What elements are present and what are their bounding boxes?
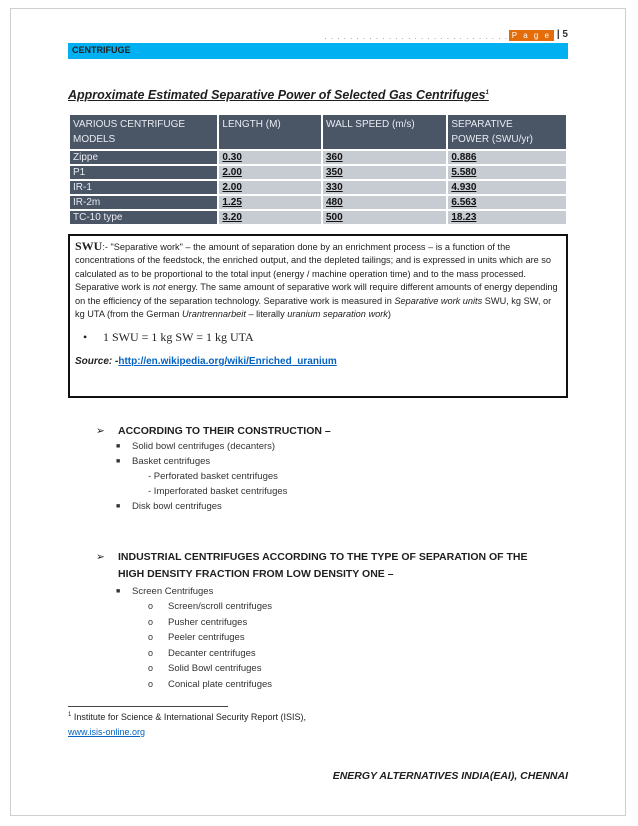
table-row — [69, 150, 567, 165]
power-cell: 6.563 — [447, 195, 567, 210]
chapter-title: CENTRIFUGE — [72, 45, 131, 55]
section-separation-heading-cont: HIGH DENSITY FRACTION FROM LOW DENSITY ONE – — [118, 568, 394, 580]
circle-bullet-icon: o — [148, 648, 154, 658]
table-row — [69, 210, 567, 225]
speed-cell: 330 — [322, 180, 447, 195]
arrow-bullet-icon: ➢ — [96, 551, 105, 563]
list-subitem: o Conical plate centrifuges — [148, 679, 273, 690]
table-row — [69, 195, 567, 210]
header-length: LENGTH (M) — [218, 114, 322, 150]
list-item: ■ Screen Centrifuges — [116, 586, 214, 597]
header-models: VARIOUS CENTRIFUGE MODELS — [69, 114, 218, 150]
page-label: P a g e — [509, 30, 554, 41]
list-item: ■ Basket centrifuges — [116, 456, 211, 467]
model-cell: P1 — [69, 165, 218, 180]
list-subitem: o Screen/scroll centrifuges — [148, 601, 273, 612]
header-separative-power: SEPARATIVE POWER (SWU/yr) — [447, 114, 567, 150]
square-bullet-icon: ■ — [116, 503, 121, 510]
page-number: | 5 — [556, 29, 568, 40]
power-cell: 5.580 — [447, 165, 567, 180]
square-bullet-icon: ■ — [116, 588, 121, 595]
list-subitem: o Decanter centrifuges — [148, 648, 256, 659]
section-construction-heading: ➢ ACCORDING TO THEIR CONSTRUCTION – — [96, 425, 331, 437]
length-cell: 3.20 — [218, 210, 322, 225]
footnote-text: $^1$ Institute for Science & International Security Report (ISIS), — [68, 712, 306, 722]
list-subitem: o Solid Bowl centrifuges — [148, 663, 262, 674]
circle-bullet-icon: o — [148, 617, 154, 627]
centrifuge-table — [68, 113, 568, 226]
square-bullet-icon: ■ — [116, 443, 121, 450]
list-item: ■ Solid bowl centrifuges (decanters) — [116, 441, 276, 452]
model-cell: TC-10 type — [69, 210, 218, 225]
source-link[interactable]: http://en.wikipedia.org/wiki/Enriched_uranium — [118, 355, 337, 367]
list-subitem: - Perforated basket centrifuges — [148, 471, 278, 482]
list-item: ■ Disk bowl centrifuges — [116, 501, 222, 512]
table-row — [69, 165, 567, 180]
speed-cell: 480 — [322, 195, 447, 210]
model-cell: IR-1 — [69, 180, 218, 195]
swu-equation: • 1 SWU = 1 kg SW = 1 kg UTA — [83, 330, 254, 345]
document-title — [68, 88, 489, 102]
square-bullet-icon: ■ — [116, 458, 121, 465]
header-wall-speed: WALL SPEED (m/s) — [322, 114, 447, 150]
list-subitem: o Peeler centrifuges — [148, 632, 245, 643]
table-header-row — [69, 114, 567, 150]
length-cell: 2.00 — [218, 180, 322, 195]
chapter-bar — [68, 43, 568, 59]
list-subitem: o Pusher centrifuges — [148, 617, 248, 628]
swu-definition-text: SWU:- "Separative work" – the amount of separation done by an enrichment process – is a function of the concentrations of the feedstock, the enriched output, and the depleted tailings; and is expressed in units which are so calculated as to be proportional to the total input (energy / machine operation time) and to the mass processed. Separative work is not energy. The same amount of separative work will require different amounts of energy depending on the efficiency of the separation technology. Separative work is measured in Separative work units SWU, kg SW, or kg UTA (from the German Urantrennarbeit – literally uranium separation work) — [75, 239, 558, 320]
footnote-link[interactable]: www.isis-online.org — [68, 727, 146, 737]
power-cell: 4.930 — [447, 180, 567, 195]
length-cell: 1.25 — [218, 195, 322, 210]
title-footnote-ref: 1 — [485, 89, 489, 96]
section-separation-heading: ➢ INDUSTRIAL CENTRIFUGES ACCORDING TO THE TYPE OF SEPARATION OF THE — [96, 551, 528, 563]
length-cell: 0.30 — [218, 150, 322, 165]
arrow-bullet-icon: ➢ — [96, 425, 105, 437]
bullet-icon: • — [83, 330, 88, 345]
list-subitem: - Imperforated basket centrifuges — [148, 486, 288, 497]
model-cell: IR-2m — [69, 195, 218, 210]
power-cell: 0.886 — [447, 150, 567, 165]
page-header — [68, 30, 568, 60]
title-text: Approximate Estimated Separative Power of Selected Gas Centrifuges — [68, 88, 486, 102]
swu-definition-box — [68, 234, 568, 398]
swu-term: SWU — [75, 239, 103, 253]
circle-bullet-icon: o — [148, 679, 154, 689]
footnote-rule — [68, 706, 228, 707]
source-line: Source: -http://en.wikipedia.org/wiki/Enriched_uranium — [75, 355, 337, 367]
circle-bullet-icon: o — [148, 663, 154, 673]
circle-bullet-icon: o — [148, 601, 154, 611]
speed-cell: 360 — [322, 150, 447, 165]
length-cell: 2.00 — [218, 165, 322, 180]
model-cell: Zippe — [69, 150, 218, 165]
page-footer: ENERGY ALTERNATIVES INDIA(EAI), CHENNAI — [332, 770, 568, 782]
header-dots: . . . . . . . . . . . . . . . . . . . . . . . . . . . . . — [324, 32, 508, 41]
speed-cell: 500 — [322, 210, 447, 225]
power-cell: 18.23 — [447, 210, 567, 225]
speed-cell: 350 — [322, 165, 447, 180]
circle-bullet-icon: o — [148, 632, 154, 642]
table-row — [69, 180, 567, 195]
